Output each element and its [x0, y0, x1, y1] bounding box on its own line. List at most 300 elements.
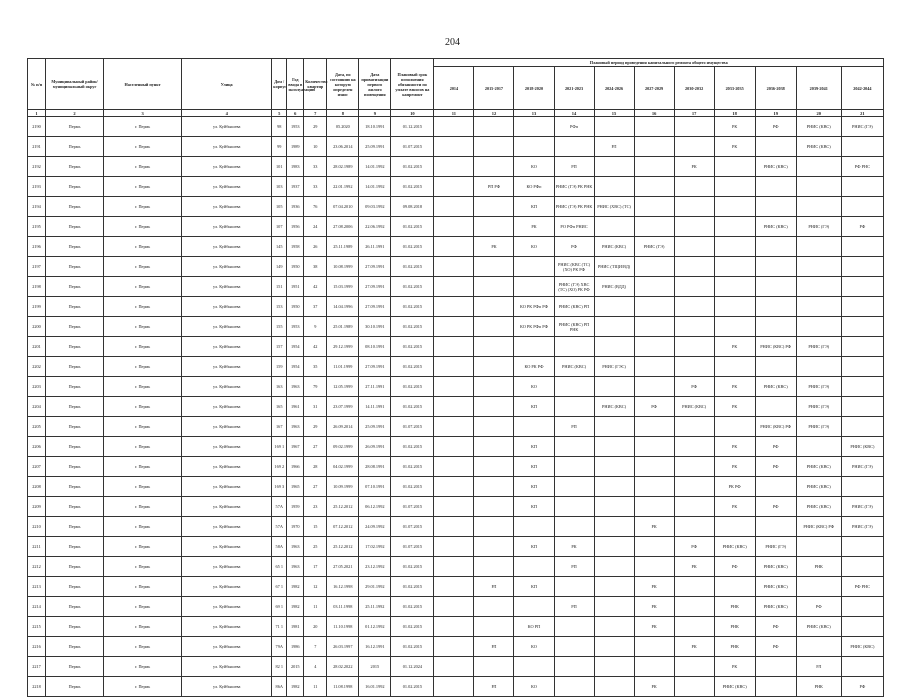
table-cell: 2215 — [28, 617, 46, 637]
period-cell: РНИС (ГЭ) — [796, 417, 841, 437]
table-cell: 99 — [272, 137, 287, 157]
period-cell — [634, 417, 674, 437]
period-cell: РК — [674, 157, 714, 177]
table-cell: 27 — [304, 477, 327, 497]
period-cell: РФ — [554, 237, 594, 257]
period-cell — [714, 237, 755, 257]
table-cell: ул. Куйбышева — [182, 197, 272, 217]
period-cell — [514, 277, 554, 297]
period-cell: РНИС (ТЩИ/ВД) — [594, 257, 634, 277]
period-cell: РНИС (КВС) — [755, 157, 796, 177]
period-cell: РЛ — [474, 637, 514, 657]
table-cell: 28.02.2022 — [327, 657, 359, 677]
table-cell: 38 — [304, 257, 327, 277]
period-cell — [841, 317, 883, 337]
column-number: 8 — [327, 110, 359, 117]
period-cell — [841, 537, 883, 557]
period-cell — [796, 317, 841, 337]
period-cell: РК — [714, 377, 755, 397]
period-cell — [594, 617, 634, 637]
header-planned-date: Плановый срок исполнения обязанности по уплате взносов на капремонт — [391, 59, 434, 110]
header-period: 2030-2032 — [674, 67, 714, 110]
period-cell: РК — [674, 637, 714, 657]
table-cell: 01.12.1992 — [359, 617, 391, 637]
period-cell — [634, 497, 674, 517]
period-cell — [474, 377, 514, 397]
table-cell: 17 — [304, 557, 327, 577]
period-cell: РК — [674, 557, 714, 577]
table-cell: 09.02.1999 — [327, 437, 359, 457]
period-cell — [714, 157, 755, 177]
capital-repair-table — [27, 58, 884, 697]
table-cell: ул. Куйбышева — [182, 397, 272, 417]
period-cell — [674, 317, 714, 337]
column-number: 15 — [594, 110, 634, 117]
period-cell: РНИС (КВС) — [755, 377, 796, 397]
table-cell: 26.03.1997 — [327, 637, 359, 657]
period-cell: РК — [634, 617, 674, 637]
period-cell: РНИС (ГЭ) — [841, 497, 883, 517]
table-cell: 1981 — [287, 617, 304, 637]
period-cell — [474, 197, 514, 217]
table-cell: 1963 — [287, 557, 304, 577]
period-cell — [594, 657, 634, 677]
period-cell — [594, 217, 634, 237]
table-row — [28, 157, 884, 177]
table-row — [28, 497, 884, 517]
table-cell: Пермь — [46, 597, 104, 617]
period-cell — [674, 677, 714, 697]
period-cell — [841, 597, 883, 617]
table-row — [28, 217, 884, 237]
period-cell: КО РП — [514, 617, 554, 637]
column-number: 12 — [474, 110, 514, 117]
period-cell — [634, 257, 674, 277]
period-cell: РНИС (КВС) РФ — [755, 337, 796, 357]
table-cell: 1937 — [287, 177, 304, 197]
table-cell: 57А — [272, 497, 287, 517]
table-cell: г. Пермь — [104, 637, 182, 657]
period-cell — [755, 317, 796, 337]
table-cell: 16.12.1991 — [359, 637, 391, 657]
period-cell — [474, 597, 514, 617]
table-cell: 01.02.2015 — [391, 297, 434, 317]
period-cell — [594, 457, 634, 477]
period-cell — [796, 177, 841, 197]
period-cell — [594, 557, 634, 577]
table-cell: ул. Куйбышева — [182, 157, 272, 177]
period-cell: РФ — [841, 217, 883, 237]
table-cell: 26.11.1991 — [359, 237, 391, 257]
table-cell: 1989 — [287, 137, 304, 157]
table-cell: г. Пермь — [104, 117, 182, 137]
period-cell: РК — [474, 237, 514, 257]
period-cell — [841, 177, 883, 197]
table-cell: 2202 — [28, 357, 46, 377]
period-cell: РНК — [714, 637, 755, 657]
period-cell — [634, 477, 674, 497]
period-cell: РНИС (КВС) — [796, 617, 841, 637]
period-cell: РНИС (ХВС) (ТС) — [594, 197, 634, 217]
table-cell: 2210 — [28, 517, 46, 537]
table-cell: г. Пермь — [104, 377, 182, 397]
period-cell: РНК — [796, 557, 841, 577]
table-cell: 27.11.1991 — [359, 377, 391, 397]
period-cell — [674, 437, 714, 457]
period-cell — [841, 477, 883, 497]
period-cell — [554, 337, 594, 357]
period-cell — [514, 137, 554, 157]
table-cell: 07.04.2010 — [327, 197, 359, 217]
period-cell: РФ — [755, 117, 796, 137]
period-cell: РК — [714, 337, 755, 357]
table-cell: 1959 — [287, 497, 304, 517]
period-cell: РФ — [755, 617, 796, 637]
table-cell: 76 — [304, 197, 327, 217]
period-cell — [755, 297, 796, 317]
table-cell: 03.11.1998 — [327, 597, 359, 617]
table-cell: 14.01.1992 — [359, 157, 391, 177]
period-cell — [755, 517, 796, 537]
period-cell — [434, 677, 474, 697]
table-cell: Пермь — [46, 117, 104, 137]
header-num: № п/п — [28, 59, 46, 110]
period-cell: КП — [514, 397, 554, 417]
table-cell: 23.06.2014 — [327, 137, 359, 157]
period-cell — [634, 337, 674, 357]
table-cell: Пермь — [46, 457, 104, 477]
period-cell: КО РФп — [514, 177, 554, 197]
table-cell: Пермь — [46, 217, 104, 237]
table-cell: 01.02.2015 — [391, 217, 434, 237]
table-cell: 1963 — [287, 417, 304, 437]
period-cell — [634, 657, 674, 677]
table-cell: 05.2020 — [327, 117, 359, 137]
table-cell: ул. Куйбышева — [182, 117, 272, 137]
table-cell: 159 — [272, 357, 287, 377]
period-cell — [434, 397, 474, 417]
table-cell: 26.09.2014 — [327, 417, 359, 437]
period-cell — [796, 437, 841, 457]
period-cell: РНИС (ГЭ) — [796, 377, 841, 397]
period-cell — [674, 137, 714, 157]
period-cell: КП — [514, 477, 554, 497]
table-cell: г. Пермь — [104, 437, 182, 457]
table-cell: 01.07.2015 — [391, 137, 434, 157]
table-cell: г. Пермь — [104, 197, 182, 217]
header-house: Дом / корпус — [272, 59, 287, 110]
period-cell: РП — [554, 417, 594, 437]
table-cell: 16.12.1998 — [327, 577, 359, 597]
period-cell — [434, 417, 474, 437]
header-municipality: Муниципальный район/ муниципальный округ — [46, 59, 104, 110]
period-cell — [434, 277, 474, 297]
period-cell — [474, 297, 514, 317]
period-cell — [714, 197, 755, 217]
table-cell: ул. Куйбышева — [182, 257, 272, 277]
period-cell — [594, 577, 634, 597]
table-cell: 2213 — [28, 577, 46, 597]
period-cell — [594, 517, 634, 537]
table-cell: 27.09.1991 — [359, 277, 391, 297]
table-cell: 1986 — [287, 637, 304, 657]
period-cell: РЛ — [474, 577, 514, 597]
period-cell — [474, 477, 514, 497]
period-cell — [714, 217, 755, 237]
table-cell: 165 — [272, 397, 287, 417]
period-cell: РНИС (КВС) — [554, 357, 594, 377]
table-cell: Пермь — [46, 197, 104, 217]
table-cell: 2190 — [28, 117, 46, 137]
table-cell: г. Пермь — [104, 537, 182, 557]
period-cell — [714, 277, 755, 297]
period-cell: РФ — [755, 437, 796, 457]
table-cell: г. Пермь — [104, 617, 182, 637]
table-cell: Пермь — [46, 437, 104, 457]
period-cell — [674, 617, 714, 637]
table-cell: 22.06.1992 — [359, 217, 391, 237]
period-cell — [796, 257, 841, 277]
table-cell: 1950 — [287, 257, 304, 277]
table-cell: 1963 — [287, 537, 304, 557]
header-apartments: Количество квартир — [304, 59, 327, 110]
table-cell: 29 — [304, 417, 327, 437]
period-cell — [474, 437, 514, 457]
table-cell: 57А — [272, 517, 287, 537]
period-cell: РП — [554, 597, 594, 617]
period-cell: РНИС (КВС) — [796, 477, 841, 497]
period-cell — [841, 237, 883, 257]
period-cell — [634, 377, 674, 397]
period-cell — [474, 317, 514, 337]
period-cell — [434, 577, 474, 597]
table-row — [28, 417, 884, 437]
period-cell — [434, 657, 474, 677]
period-cell: РНИС (КВС) — [841, 437, 883, 457]
table-cell: 2218 — [28, 677, 46, 697]
table-cell: 2195 — [28, 217, 46, 237]
table-cell: Пермь — [46, 237, 104, 257]
table-cell: Пермь — [46, 557, 104, 577]
table-cell: ул. Куйбышева — [182, 277, 272, 297]
table-cell: ул. Куйбышева — [182, 437, 272, 457]
table-cell: 26 — [304, 237, 327, 257]
table-cell: ул. Куйбышева — [182, 557, 272, 577]
period-cell — [634, 137, 674, 157]
table-cell: 33 — [304, 177, 327, 197]
table-cell: 2212 — [28, 557, 46, 577]
column-number: 18 — [714, 110, 755, 117]
header-period: 2027-2029 — [634, 67, 674, 110]
table-cell: 2201 — [28, 337, 46, 357]
period-cell — [674, 417, 714, 437]
period-cell — [594, 637, 634, 657]
table-row — [28, 437, 884, 457]
period-cell — [796, 277, 841, 297]
period-cell — [474, 457, 514, 477]
table-cell: 2196 — [28, 237, 46, 257]
table-cell: Пермь — [46, 637, 104, 657]
period-cell — [434, 117, 474, 137]
table-cell: 07.10.1991 — [359, 477, 391, 497]
table-cell: 167 — [272, 417, 287, 437]
period-cell — [474, 257, 514, 277]
period-cell — [434, 137, 474, 157]
table-cell: ул. Куйбышева — [182, 457, 272, 477]
table-row — [28, 617, 884, 637]
table-cell: 14.04.1996 — [327, 297, 359, 317]
period-cell — [755, 177, 796, 197]
period-cell — [554, 397, 594, 417]
table-cell: г. Пермь — [104, 297, 182, 317]
table-cell: Пермь — [46, 277, 104, 297]
table-cell: 2216 — [28, 637, 46, 657]
period-cell: РФ РНС — [841, 577, 883, 597]
table-cell: 2200 — [28, 317, 46, 337]
table-cell: г. Пермь — [104, 277, 182, 297]
period-cell — [796, 297, 841, 317]
period-cell — [514, 257, 554, 277]
table-cell: Пермь — [46, 157, 104, 177]
period-cell — [594, 337, 634, 357]
table-cell: 2204 — [28, 397, 46, 417]
table-cell: 25.11.1992 — [359, 597, 391, 617]
column-number: 2 — [46, 110, 104, 117]
period-cell — [841, 417, 883, 437]
table-cell: 58А — [272, 537, 287, 557]
period-cell — [474, 157, 514, 177]
period-cell: РНИС (КВС) РП — [554, 297, 594, 317]
table-cell: 1953 — [287, 317, 304, 337]
period-cell: КО РК РФп РФ — [514, 317, 554, 337]
table-cell: 2194 — [28, 197, 46, 217]
table-cell: 7 — [304, 637, 327, 657]
table-cell: 1936 — [287, 197, 304, 217]
header-period: 2033-2035 — [714, 67, 755, 110]
period-cell — [474, 137, 514, 157]
table-cell: г. Пермь — [104, 397, 182, 417]
table-row — [28, 477, 884, 497]
period-cell: КП — [514, 537, 554, 557]
period-cell: РФ — [755, 457, 796, 477]
table-cell: 01.02.2015 — [391, 177, 434, 197]
table-cell: ул. Куйбышева — [182, 637, 272, 657]
period-cell — [841, 357, 883, 377]
table-cell: 29.12.1999 — [327, 337, 359, 357]
period-cell: РФ РНС — [841, 157, 883, 177]
column-number: 9 — [359, 110, 391, 117]
table-cell: 67 1 — [272, 577, 287, 597]
header-year-built: Год ввода в эксплуатацию — [287, 59, 304, 110]
period-cell — [674, 177, 714, 197]
table-cell: 11.01.1999 — [327, 357, 359, 377]
table-cell: 79 — [304, 377, 327, 397]
period-cell — [554, 657, 594, 677]
period-cell: РК — [634, 517, 674, 537]
table-cell: 9 — [304, 317, 327, 337]
table-cell: 09.03.1992 — [359, 197, 391, 217]
table-cell: 20 — [304, 617, 327, 637]
table-cell: 2207 — [28, 457, 46, 477]
period-cell — [474, 557, 514, 577]
period-cell — [594, 477, 634, 497]
table-cell: 2214 — [28, 597, 46, 617]
header-period: 2018-2020 — [514, 67, 554, 110]
table-cell: 26.09.1991 — [359, 437, 391, 457]
table-cell: 12 — [304, 577, 327, 597]
table-cell: 98 — [272, 117, 287, 137]
table-cell: 01.02.2015 — [391, 357, 434, 377]
table-cell: 2199 — [28, 297, 46, 317]
period-cell — [474, 517, 514, 537]
period-cell — [634, 537, 674, 557]
period-cell: РП — [554, 557, 594, 577]
period-cell — [634, 197, 674, 217]
table-cell: г. Пермь — [104, 597, 182, 617]
period-cell — [674, 477, 714, 497]
period-cell: РФ — [755, 497, 796, 517]
table-cell: 09.08.2018 — [391, 197, 434, 217]
period-cell — [841, 197, 883, 217]
table-cell: Пермь — [46, 377, 104, 397]
period-cell: РНИС (ГЭ) ХВС (ТС) (ХО) РК РФ — [554, 277, 594, 297]
period-cell: РФ — [841, 677, 883, 697]
period-cell — [434, 257, 474, 277]
period-cell — [554, 377, 594, 397]
table-cell: Пермь — [46, 677, 104, 697]
table-cell: 2193 — [28, 177, 46, 197]
table-cell: 01.02.2015 — [391, 637, 434, 657]
period-cell — [841, 657, 883, 677]
table-cell: 15 — [304, 517, 327, 537]
table-cell: 08.10.1991 — [359, 337, 391, 357]
period-cell: РНИС (ГЭ) РК РНК — [554, 197, 594, 217]
table-cell: г. Пермь — [104, 357, 182, 377]
table-row — [28, 657, 884, 677]
table-row — [28, 537, 884, 557]
table-row — [28, 277, 884, 297]
period-cell — [755, 257, 796, 277]
table-cell: 01.02.2015 — [391, 317, 434, 337]
period-cell — [796, 637, 841, 657]
table-cell: ул. Куйбышева — [182, 337, 272, 357]
period-cell: КО — [514, 237, 554, 257]
period-cell: РФ — [796, 597, 841, 617]
table-cell: 155 — [272, 317, 287, 337]
period-cell — [674, 577, 714, 597]
period-cell — [434, 157, 474, 177]
table-cell: 79А — [272, 637, 287, 657]
table-cell: 01.07.2015 — [391, 537, 434, 557]
period-cell — [755, 137, 796, 157]
period-cell — [714, 297, 755, 317]
period-cell — [634, 297, 674, 317]
period-cell — [594, 117, 634, 137]
period-cell: РНК — [714, 617, 755, 637]
table-cell: Пермь — [46, 517, 104, 537]
table-row — [28, 317, 884, 337]
table-cell: ул. Куйбышева — [182, 217, 272, 237]
header-period-group: Плановый период проведения капитального ремонта общего имущества — [434, 59, 884, 67]
table-cell: 1954 — [287, 357, 304, 377]
table-cell: 25.12.2012 — [327, 537, 359, 557]
table-row — [28, 177, 884, 197]
period-cell: РК — [634, 597, 674, 617]
table-cell: 25.01.1989 — [327, 317, 359, 337]
period-cell — [434, 457, 474, 477]
table-cell: 10 — [304, 137, 327, 157]
table-cell: 1982 — [287, 677, 304, 697]
